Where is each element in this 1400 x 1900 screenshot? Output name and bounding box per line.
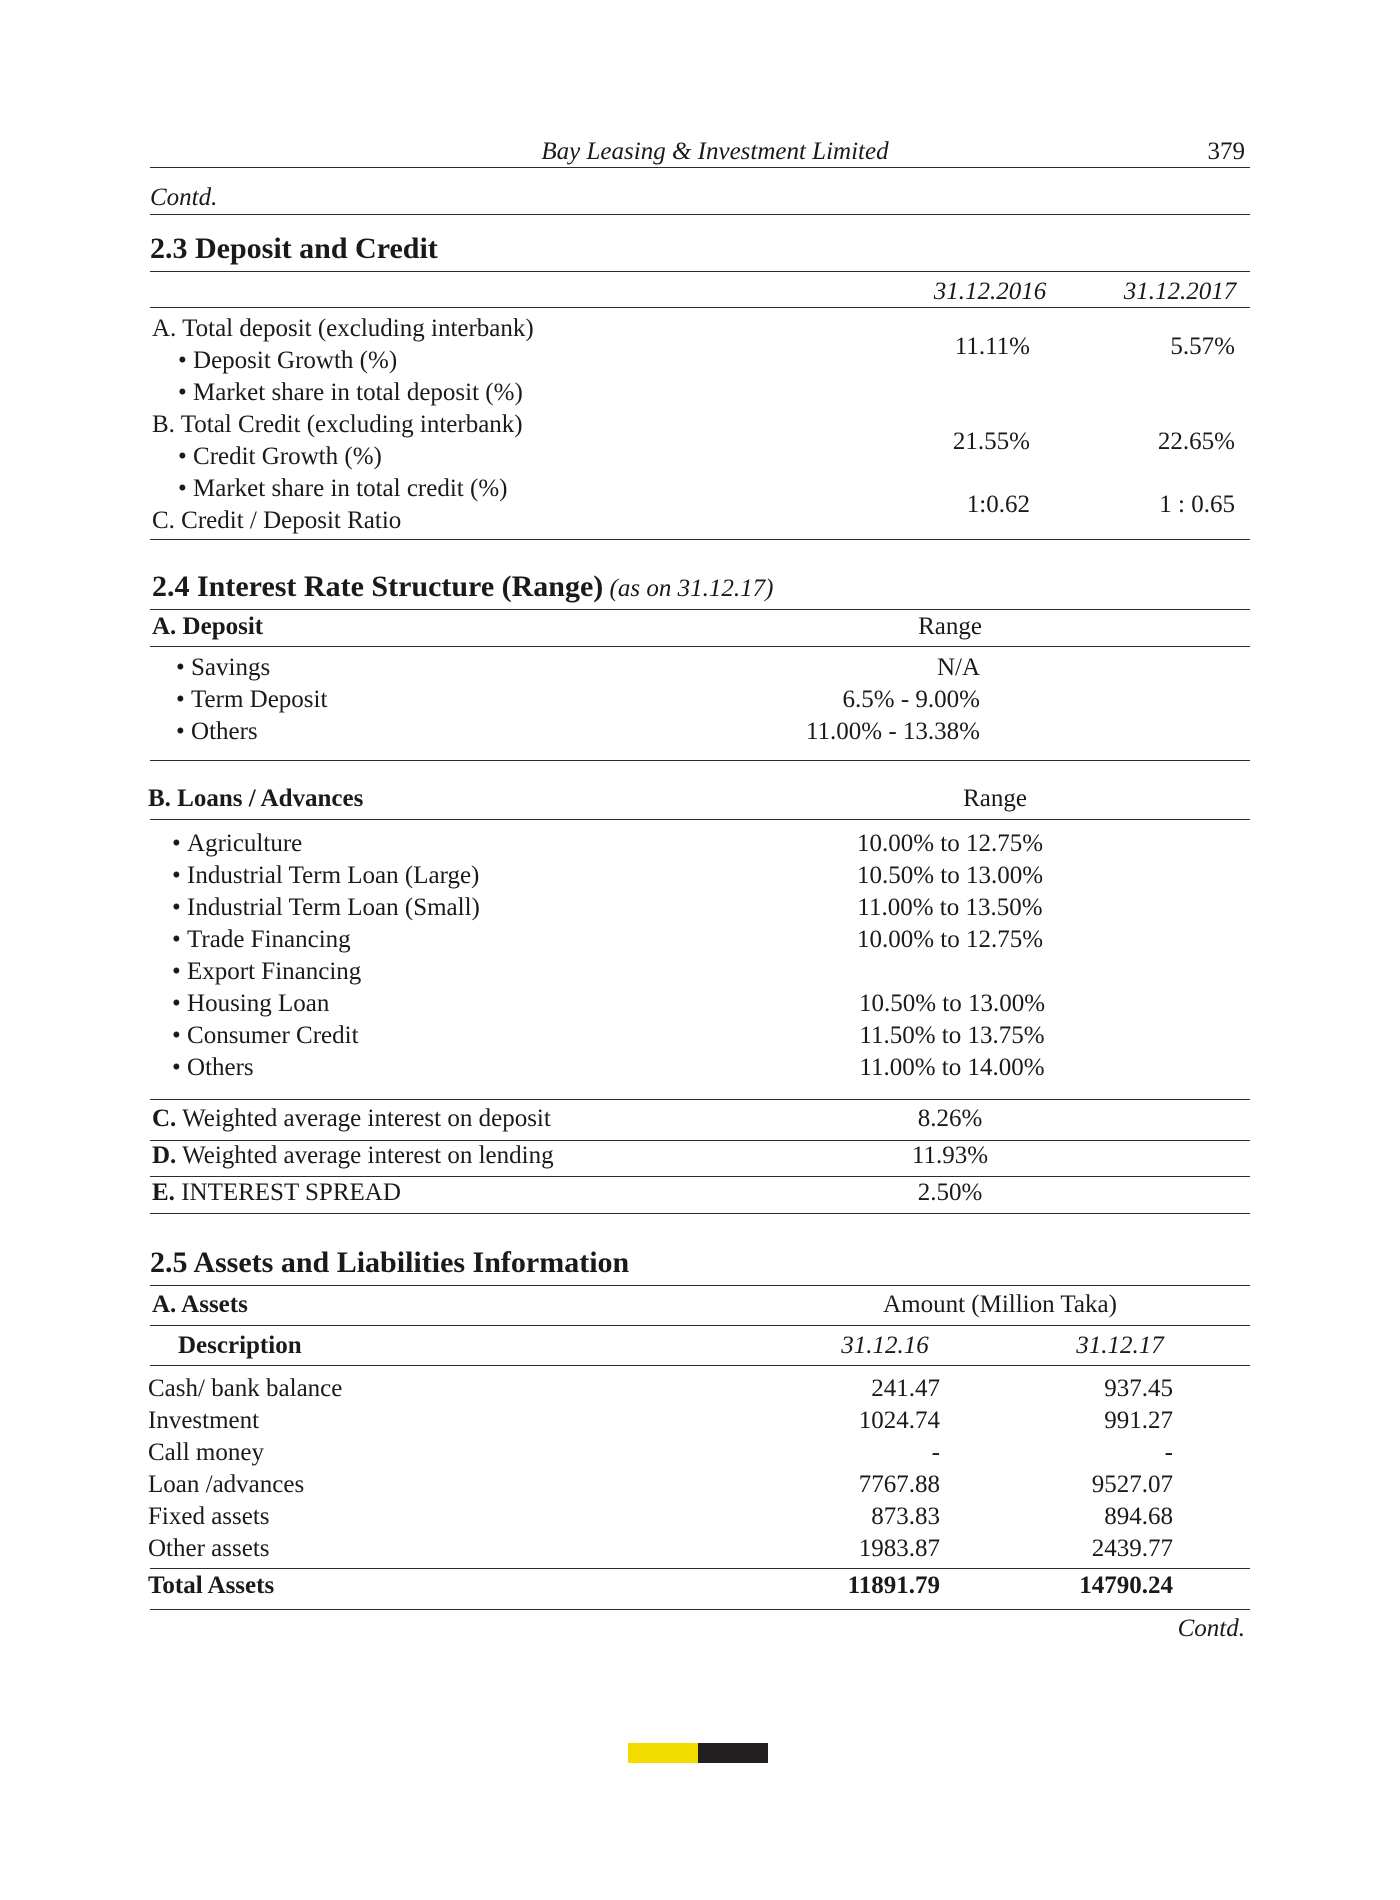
summary-row-d [152, 1141, 554, 1171]
divider [150, 271, 1250, 272]
summary-value: 2.50% [917, 1179, 983, 1206]
header-rule [150, 167, 1250, 168]
loan-item: • Export Financing [172, 957, 361, 987]
asset-value-2017: 9527.07 [1091, 1471, 1173, 1498]
summary-label: Weighted average interest on lending [182, 1142, 554, 1169]
value-2017: 5.57% [1170, 333, 1235, 360]
divider [150, 1568, 1250, 1569]
loan-range: 10.50% to 13.00% [856, 862, 1044, 889]
interest-rate-title: 2.4 Interest Rate Structure (Range) [152, 570, 604, 603]
summary-row-c [152, 1104, 551, 1134]
loan-item: • Agriculture [172, 829, 302, 859]
loans-range-heading: Range [963, 785, 1027, 812]
divider [150, 1099, 1250, 1100]
summary-value: 11.93% [911, 1142, 989, 1169]
deposit-item-term: • Term Deposit [176, 685, 327, 715]
assets-title: 2.5 Assets and Liabilities Information [150, 1246, 630, 1279]
value-2017: 1 : 0.65 [1159, 491, 1235, 518]
deposit-heading: A. Deposit [152, 613, 264, 640]
loan-range: 10.00% to 12.75% [856, 830, 1044, 857]
asset-value-2016: 7767.88 [858, 1471, 940, 1498]
footer-black-bar [698, 1743, 768, 1763]
summary-label: Weighted average interest on deposit [182, 1105, 551, 1132]
value-2017: 22.65% [1157, 428, 1235, 455]
asset-label: Loan /advances [148, 1471, 305, 1498]
loan-item: • Industrial Term Loan (Large) [172, 861, 479, 891]
loan-range: 11.00% to 13.50% [857, 894, 1043, 921]
divider [150, 1325, 1250, 1326]
divider [150, 1285, 1250, 1286]
divider [150, 646, 1250, 647]
col-31-12-17: 31.12.17 [1076, 1332, 1164, 1359]
loan-item: • Consumer Credit [172, 1021, 359, 1051]
deposit-range-heading: Range [918, 613, 982, 640]
deposit-item-savings: • Savings [176, 653, 270, 683]
deposit-range: 11.00% - 13.38% [805, 718, 980, 745]
loan-range: 10.00% to 12.75% [856, 926, 1044, 953]
interest-rate-subtitle: (as on 31.12.17) [609, 575, 774, 602]
divider [150, 760, 1250, 761]
running-header: Bay Leasing & Investment Limited [541, 138, 889, 165]
asset-label: Investment [148, 1407, 260, 1434]
deposit-range: 6.5% - 9.00% [842, 686, 980, 713]
loan-item: • Housing Loan [172, 989, 329, 1019]
contd-top: Contd. [150, 184, 218, 211]
summary-letter: C. [152, 1105, 177, 1132]
deposit-range: N/A [936, 654, 980, 681]
divider [150, 1176, 1250, 1177]
asset-value-2017: 991.27 [1104, 1407, 1173, 1434]
loan-item: • Trade Financing [172, 925, 351, 955]
asset-value-2016: 873.83 [871, 1503, 940, 1530]
asset-value-2017: - [1164, 1439, 1173, 1466]
col-31-12-16: 31.12.16 [841, 1332, 929, 1359]
summary-row-e [152, 1178, 401, 1208]
total-assets-2017: 14790.24 [1079, 1572, 1173, 1599]
loans-heading: B. Loans / Advances [148, 785, 364, 812]
asset-label: Other assets [148, 1535, 270, 1562]
row-credit-growth: • Credit Growth (%) [178, 442, 382, 472]
summary-label: INTEREST SPREAD [181, 1179, 401, 1206]
total-assets-2016: 11891.79 [847, 1572, 940, 1599]
summary-value: 8.26% [917, 1105, 983, 1132]
deposit-item-others: • Others [176, 717, 258, 747]
asset-label: Fixed assets [148, 1503, 270, 1530]
row-total-deposit: A. Total deposit (excluding interbank) [152, 315, 534, 342]
description-heading: Description [178, 1332, 302, 1359]
divider [150, 1213, 1250, 1214]
value-2016: 11.11% [954, 333, 1030, 360]
divider [150, 539, 1250, 540]
col-2016: 31.12.2016 [933, 278, 1047, 305]
asset-label: Call money [148, 1439, 264, 1466]
footer-yellow-bar [628, 1743, 698, 1763]
divider [150, 819, 1250, 820]
row-credit-deposit-ratio: C. Credit / Deposit Ratio [152, 507, 402, 534]
summary-letter: D. [152, 1142, 177, 1169]
loan-item: • Industrial Term Loan (Small) [172, 893, 480, 923]
loan-item: • Others [172, 1053, 254, 1083]
divider [150, 609, 1250, 610]
deposit-credit-title: 2.3 Deposit and Credit [150, 232, 438, 265]
contd-bottom: Contd. [1177, 1615, 1245, 1642]
amount-heading: Amount (Million Taka) [883, 1291, 1117, 1318]
loan-range: 11.50% to 13.75% [859, 1022, 1045, 1049]
page-number: 379 [1207, 138, 1245, 165]
col-2017: 31.12.2017 [1123, 278, 1237, 305]
asset-value-2016: 1024.74 [858, 1407, 940, 1434]
asset-value-2017: 937.45 [1104, 1375, 1173, 1402]
row-total-credit: B. Total Credit (excluding interbank) [152, 411, 523, 438]
divider [150, 1365, 1250, 1366]
asset-value-2017: 2439.77 [1091, 1535, 1173, 1562]
divider [150, 307, 1250, 308]
divider [150, 1609, 1250, 1610]
loan-range: 11.00% to 14.00% [859, 1054, 1045, 1081]
row-deposit-growth: • Deposit Growth (%) [178, 346, 397, 376]
value-2016: 1:0.62 [966, 491, 1030, 518]
asset-label: Cash/ bank balance [148, 1375, 343, 1402]
divider [150, 214, 1250, 215]
asset-value-2016: 241.47 [871, 1375, 940, 1402]
value-2016: 21.55% [952, 428, 1030, 455]
assets-heading: A. Assets [152, 1291, 248, 1318]
row-market-share-credit: • Market share in total credit (%) [178, 474, 507, 504]
asset-value-2016: - [931, 1439, 940, 1466]
asset-value-2016: 1983.87 [858, 1535, 940, 1562]
loan-range: 10.50% to 13.00% [858, 990, 1046, 1017]
summary-letter: E. [152, 1179, 175, 1206]
asset-value-2017: 894.68 [1104, 1503, 1173, 1530]
total-assets-label: Total Assets [148, 1572, 275, 1599]
row-market-share-deposit: • Market share in total deposit (%) [178, 378, 523, 408]
interest-rate-title-wrap [152, 570, 773, 604]
